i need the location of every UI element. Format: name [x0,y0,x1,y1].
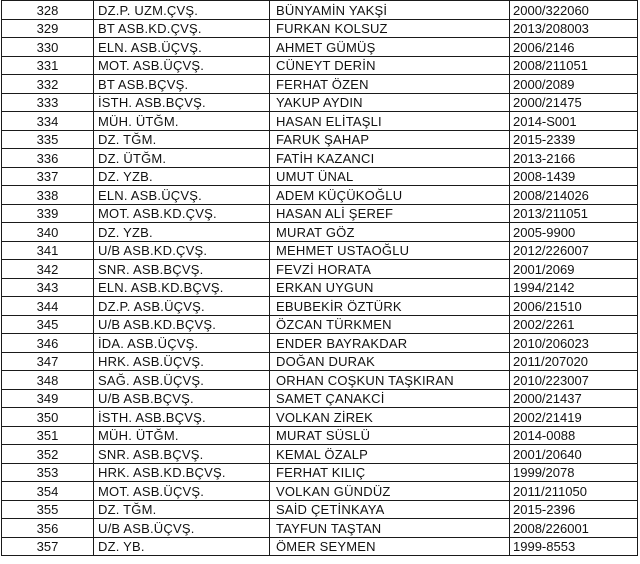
table-row [2,352,638,371]
rank-cell: ELN. ASB.ÜÇVŞ. [94,38,270,57]
name-cell: EBUBEKİR ÖZTÜRK [270,297,510,316]
table-row [2,19,638,38]
registry-number-cell: 2013/211051 [510,204,638,223]
row-number: 339 [2,204,94,223]
rank-cell: BT ASB.BÇVŞ. [94,75,270,94]
registry-number-cell: 2013-2166 [510,149,638,168]
rank-cell: U/B ASB.ÜÇVŞ. [94,519,270,538]
row-number: 342 [2,260,94,279]
name-cell: TAYFUN TAŞTAN [270,519,510,538]
name-cell: ERKAN UYGUN [270,278,510,297]
rank-cell: SNR. ASB.BÇVŞ. [94,260,270,279]
rank-cell: U/B ASB.BÇVŞ. [94,389,270,408]
row-number: 334 [2,112,94,131]
name-cell: DOĞAN DURAK [270,352,510,371]
registry-number-cell: 2012/226007 [510,241,638,260]
table-row [2,537,638,556]
name-cell: ENDER BAYRAKDAR [270,334,510,353]
registry-number-cell: 2001/20640 [510,445,638,464]
personnel-table-body [2,1,638,556]
row-number: 328 [2,1,94,20]
row-number: 354 [2,482,94,501]
registry-number-cell: 2008-1439 [510,167,638,186]
rank-cell: MOT. ASB.ÜÇVŞ. [94,56,270,75]
name-cell: UMUT ÜNAL [270,167,510,186]
table-row [2,223,638,242]
row-number: 355 [2,500,94,519]
table-row [2,371,638,390]
table-row [2,204,638,223]
row-number: 332 [2,75,94,94]
row-number: 331 [2,56,94,75]
name-cell: SAİD ÇETİNKAYA [270,500,510,519]
row-number: 343 [2,278,94,297]
table-row [2,186,638,205]
row-number: 345 [2,315,94,334]
registry-number-cell: 2013/208003 [510,19,638,38]
table-row [2,167,638,186]
rank-cell: DZ. TĞM. [94,130,270,149]
rank-cell: HRK. ASB.KD.BÇVŞ. [94,463,270,482]
rank-cell: DZ. ÜTĞM. [94,149,270,168]
table-row [2,445,638,464]
table-row [2,334,638,353]
table-row [2,56,638,75]
registry-number-cell: 1994/2142 [510,278,638,297]
table-row [2,93,638,112]
name-cell: BÜNYAMİN YAKŞİ [270,1,510,20]
registry-number-cell: 2000/21475 [510,93,638,112]
registry-number-cell: 2000/2089 [510,75,638,94]
row-number: 357 [2,537,94,556]
registry-number-cell: 2006/2146 [510,38,638,57]
registry-number-cell: 1999-8553 [510,537,638,556]
rank-cell: İSTH. ASB.BÇVŞ. [94,93,270,112]
rank-cell: DZ. YZB. [94,167,270,186]
row-number: 344 [2,297,94,316]
name-cell: FERHAT ÖZEN [270,75,510,94]
name-cell: YAKUP AYDIN [270,93,510,112]
rank-cell: MOT. ASB.ÜÇVŞ. [94,482,270,501]
rank-cell: DZ. YB. [94,537,270,556]
name-cell: ADEM KÜÇÜKOĞLU [270,186,510,205]
row-number: 337 [2,167,94,186]
registry-number-cell: 2010/206023 [510,334,638,353]
rank-cell: MOT. ASB.KD.ÇVŞ. [94,204,270,223]
table-row [2,260,638,279]
registry-number-cell: 2011/211050 [510,482,638,501]
row-number: 338 [2,186,94,205]
row-number: 347 [2,352,94,371]
row-number: 351 [2,426,94,445]
row-number: 346 [2,334,94,353]
registry-number-cell: 2000/21437 [510,389,638,408]
registry-number-cell: 2014-0088 [510,426,638,445]
rank-cell: DZ. YZB. [94,223,270,242]
rank-cell: U/B ASB.KD.BÇVŞ. [94,315,270,334]
table-row [2,426,638,445]
registry-number-cell: 2010/223007 [510,371,638,390]
name-cell: HASAN ALİ ŞEREF [270,204,510,223]
name-cell: FERHAT KILIÇ [270,463,510,482]
rank-cell: DZ.P. ASB.ÜÇVŞ. [94,297,270,316]
table-row [2,500,638,519]
table-row [2,241,638,260]
name-cell: FURKAN KOLSUZ [270,19,510,38]
table-row [2,482,638,501]
registry-number-cell: 2002/21419 [510,408,638,427]
name-cell: VOLKAN GÜNDÜZ [270,482,510,501]
table-row [2,408,638,427]
table-row [2,389,638,408]
name-cell: FEVZİ HORATA [270,260,510,279]
table-row [2,1,638,20]
name-cell: MURAT SÜSLÜ [270,426,510,445]
registry-number-cell: 2005-9900 [510,223,638,242]
row-number: 356 [2,519,94,538]
registry-number-cell: 2008/211051 [510,56,638,75]
name-cell: MEHMET USTAOĞLU [270,241,510,260]
table-row [2,297,638,316]
rank-cell: ELN. ASB.KD.BÇVŞ. [94,278,270,297]
name-cell: FARUK ŞAHAP [270,130,510,149]
rank-cell: SAĞ. ASB.ÜÇVŞ. [94,371,270,390]
name-cell: FATİH KAZANCI [270,149,510,168]
name-cell: ÖZCAN TÜRKMEN [270,315,510,334]
registry-number-cell: 2011/207020 [510,352,638,371]
row-number: 329 [2,19,94,38]
row-number: 333 [2,93,94,112]
rank-cell: DZ. TĞM. [94,500,270,519]
registry-number-cell: 2015-2396 [510,500,638,519]
registry-number-cell: 2014-S001 [510,112,638,131]
rank-cell: MÜH. ÜTĞM. [94,112,270,131]
name-cell: CÜNEYT DERİN [270,56,510,75]
registry-number-cell: 2000/322060 [510,1,638,20]
rank-cell: İSTH. ASB.BÇVŞ. [94,408,270,427]
registry-number-cell: 2008/214026 [510,186,638,205]
name-cell: HASAN ELİTAŞLI [270,112,510,131]
rank-cell: U/B ASB.KD.ÇVŞ. [94,241,270,260]
table-row [2,112,638,131]
table-row [2,519,638,538]
row-number: 349 [2,389,94,408]
rank-cell: HRK. ASB.ÜÇVŞ. [94,352,270,371]
row-number: 341 [2,241,94,260]
row-number: 348 [2,371,94,390]
row-number: 352 [2,445,94,464]
rank-cell: DZ.P. UZM.ÇVŞ. [94,1,270,20]
table-row [2,149,638,168]
rank-cell: MÜH. ÜTĞM. [94,426,270,445]
row-number: 350 [2,408,94,427]
rank-cell: ELN. ASB.ÜÇVŞ. [94,186,270,205]
rank-cell: SNR. ASB.BÇVŞ. [94,445,270,464]
registry-number-cell: 1999/2078 [510,463,638,482]
row-number: 336 [2,149,94,168]
name-cell: MURAT GÖZ [270,223,510,242]
row-number: 353 [2,463,94,482]
row-number: 340 [2,223,94,242]
registry-number-cell: 2002/2261 [510,315,638,334]
registry-number-cell: 2006/21510 [510,297,638,316]
table-row [2,463,638,482]
row-number: 330 [2,38,94,57]
row-number: 335 [2,130,94,149]
personnel-table [1,0,638,556]
name-cell: KEMAL ÖZALP [270,445,510,464]
registry-number-cell: 2008/226001 [510,519,638,538]
name-cell: SAMET ÇANAKCİ [270,389,510,408]
table-row [2,315,638,334]
table-row [2,75,638,94]
table-row [2,130,638,149]
name-cell: VOLKAN ZİREK [270,408,510,427]
registry-number-cell: 2015-2339 [510,130,638,149]
table-row [2,38,638,57]
name-cell: AHMET GÜMÜŞ [270,38,510,57]
table-row [2,278,638,297]
registry-number-cell: 2001/2069 [510,260,638,279]
name-cell: ORHAN COŞKUN TAŞKIRAN [270,371,510,390]
rank-cell: BT ASB.KD.ÇVŞ. [94,19,270,38]
name-cell: ÖMER SEYMEN [270,537,510,556]
rank-cell: İDA. ASB.ÜÇVŞ. [94,334,270,353]
